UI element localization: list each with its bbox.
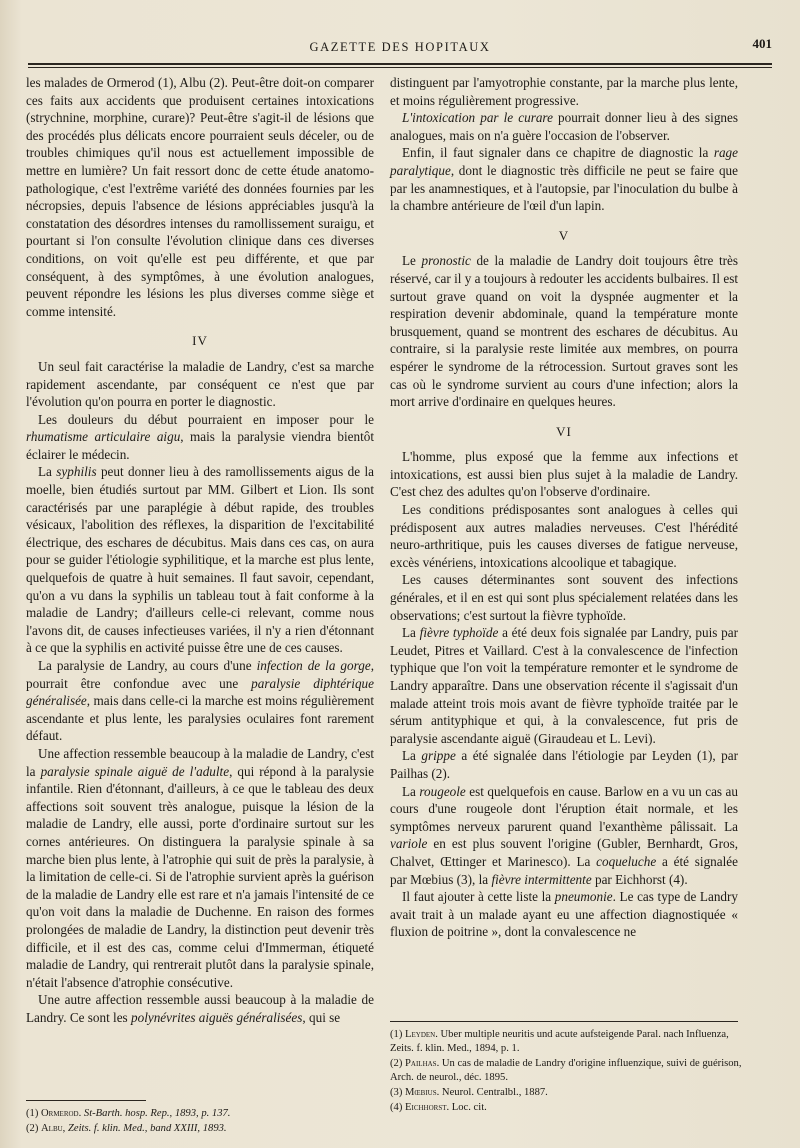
italic-term: L'intoxication par le curare xyxy=(402,110,553,126)
right-footnotes xyxy=(390,1013,750,1116)
footnote-rule xyxy=(26,1100,146,1101)
italic-term: pronostic xyxy=(421,253,471,269)
section-heading-vi: VI xyxy=(556,423,572,439)
section-heading-v: V xyxy=(558,227,570,243)
italic-term: coqueluche xyxy=(596,853,657,869)
paragraph: L'homme, plus exposé que la femme aux infections et intoxications, est aussi bien plus sujet à la maladie de Landry. C'est chez des adultes qu'on l'observe d'ordinaire. xyxy=(390,449,738,500)
italic-term: paralysie spinale aiguë de l'adulte xyxy=(40,763,230,779)
footnote-rule xyxy=(390,1021,738,1022)
italic-term: rage paralytique xyxy=(390,145,738,178)
italic-term: rougeole xyxy=(419,783,466,799)
paragraph: Une autre affection ressemble aussi beaucoup à la maladie de Landry. Ce sont les polynévrites aiguës généralisées, qui se xyxy=(26,992,374,1025)
footnote: (2) Pailhas. Un cas de maladie de Landry d'origine influenzique, suivi de guérison, Arch. de neurol., déc. 1895. xyxy=(390,1058,742,1083)
italic-term: syphilis xyxy=(56,464,97,480)
paragraph: Le pronostic de la maladie de Landry doit toujours être très réservé, car il y a toujours à redouter les accidents bulbaires. Il est surtout grave quand on voit la dyspnée augmenter et la respiration devenir abdominale, quand la température monte brusquement, quand se montrent des eschares de décubitus. Au contraire, si la paralysie reste limitée aux membres, on pourra espérer le syndrome de la rétrocession. Surtout graves sont les cas où le syndrome survient au cours d'une infection; alors la mort arrive d'ordinaire en quelques heures. xyxy=(390,253,738,410)
journal-title: GAZETTE DES HOPITAUX xyxy=(309,40,491,54)
footnote: (4) Eichhorst. Loc. cit. xyxy=(390,1102,487,1113)
paragraph: Une affection ressemble beaucoup à la maladie de Landry, c'est la paralysie spinale aiguë de l'adulte, qui répond à la paralysie infantile. Rien d'étonnant, d'ailleurs, à ce que le tableau des deux affections soit souvent très analogue, puisque la lésion de la maladie de Landry, elle aussi, porte d'ordinaire surtout sur les cornes antérieures. On distinguera la paralysie spinale à sa marche bien plus lente, à l'atrophie qui suit de près la paralysie, à la limitation de celle-ci. Si de l'atrophie survient après la guérison de la maladie de Landry elle est rare et n'a jamais l'intensité de ce qu'on voit dans la maladie de Duchenne. En raison des formes prolongées de maladie de Landry, la distinction peut devenir très difficile, et il est des cas, comme celui d'Immerman, étiqueté maladie de Landry, qui rentrerait plutôt dans la paralysie spinale, n'était l'absence d'atrophie consécutive. xyxy=(26,745,374,990)
paragraph: La rougeole est quelquefois en cause. Barlow en a vu un cas au cours d'une rougeole dont l'éruption était normale, et les symptômes nerveux parurent quand l'exanthème pâlissait. La variole en est plus souvent l'origine (Gubler, Bernhardt, Gros, Chalvet, Œttinger et Marinesco). La coqueluche a été signalée par Mœbius (3), la fièvre intermittente par Eichhorst (4). xyxy=(390,783,738,887)
italic-term: rhumatisme articulaire aigu xyxy=(26,429,181,445)
italic-term: pneumonie xyxy=(554,889,613,905)
italic-term: variole xyxy=(390,836,428,852)
italic-term: paralysie diphtérique généralisée xyxy=(26,675,374,709)
italic-term: infection de la gorge xyxy=(256,658,371,673)
footnote: (3) Mœbius. Neurol. Centralbl., 1887. xyxy=(390,1087,548,1098)
paragraph: les malades de Ormerod (1), Albu (2). Peut-être doit-on comparer ces faits aux accidents que produisent certaines intoxications (strychnine, morphine, curare)? Peut-être s'agit-il de lésions que des procédés plus délicats encore pourraient seuls déceler, ou de troubles chimiques qu'il nous est actuellement impossible de mettre en lumière? Un fait ressort donc de cette étude anatomo-pathologique, c'est l'extrême variété des données fournies par les nécropsies, depuis l'absence de lésions appréciables jusqu'à la constatation des désordres intenses du ramollissement suraigu, et pourtant si l'on consulte l'évolution clinique dans ces diverses conditions, on voit qu'elle est peu différente, et que par conséquent, à des symptômes, à une évolution analogues, peuvent répondre les lésions les plus diverses comme siège et comme intensité. xyxy=(26,75,374,319)
paragraph: Les conditions prédisposantes sont analogues à celles qui prédisposent aux autres maladies nerveuses. C'est l'hérédité neuro-arthritique, puis les causes diverses de fatigue nerveuse, excès vénériens, intoxications alcoolique et tabagique. xyxy=(390,502,738,570)
section-heading-iv: IV xyxy=(192,333,208,349)
paragraph: La fièvre typhoïde a été deux fois signalée par Landry, puis par Leudet, Pitres et Vaillard. C'est à la convalescence de l'infection typhique que l'on voit la température remonter et le syndrome de Landry apparaître. Dans une observation récente il s'agissait d'un malade atteint trois mois avant de fièvre typhoïde traitée par le sérum antityphique et qui, à la convalescence, fut pris de paralysie ascendante aiguë (Giraudeau et L. Levi). xyxy=(390,625,738,746)
left-footnotes xyxy=(26,1092,374,1137)
paragraph: Les douleurs du début pourraient en imposer pour le rhumatisme articulaire aigu, mais la paralysie viendra bientôt éclairer le médecin. xyxy=(26,411,374,462)
paragraph: La paralysie de Landry, au cours d'une infection de la gorge, pourrait être confondue avec une paralysie diphtérique généralisée, mais dans celle-ci la marche est moins régulièrement ascendante et plus lente, les paralysies oculaires font rarement défaut. xyxy=(26,658,375,744)
left-column xyxy=(26,74,374,1026)
paragraph: Un seul fait caractérise la maladie de Landry, c'est sa marche rapidement ascendante, par conséquent ce n'est que par l'évolution qu'on pourra en porter le diagnostic. xyxy=(26,358,374,410)
footnote: (1) Ormerod. St-Barth. hosp. Rep., 1893, p. 137. xyxy=(26,1108,231,1119)
paragraph: Il faut ajouter à cette liste la pneumonie. Le cas type de Landry avait trait à un malade ayant eu une affection diagnostiquée « fluxion de poitrine », dont la convalescence ne xyxy=(390,889,739,940)
page-header xyxy=(28,34,772,58)
italic-term: grippe xyxy=(421,748,456,764)
right-column xyxy=(390,74,738,941)
footnote: (2) Albu, Zeits. f. klin. Med., band XXIII, 1893. xyxy=(26,1123,227,1134)
italic-term: fièvre typhoïde xyxy=(419,625,499,641)
footnote: (1) Leyden. Uber multiple neuritis und acute aufsteigende Paral. nach Influenza, Zeits. f. klin. Med., 1894, p. 1. xyxy=(390,1029,729,1054)
italic-term: polynévrites aiguës généralisées xyxy=(131,1009,303,1025)
page-number: 401 xyxy=(752,36,772,51)
paragraph: La syphilis peut donner lieu à des ramollissements aigus de la moelle, bien étudiés surtout par MM. Gilbert et Lion. Ils sont caractérisés par une paraplégie à début rapide, des troubles vésicaux, l'abolition des réflexes, la disparition de l'excitabilité électrique, des eschares de décubitus. Mais dans ces cas, on aura pour se guider l'étiologie syphilitique, et la marche est plus lente, quelquefois de quatre à huit semaines. Il faut savoir, cependant, qu'on a vu dans la syphilis un tableau tout à fait conforme à la maladie de Landry; d'ailleurs celle-ci relevant, comme nous l'avons dit, de causes infectieuses variées, il n'y a rien d'étonnant à ce que la syphilis en activité puisse être une de ces causes. xyxy=(26,464,374,656)
paragraph: Les causes déterminantes sont souvent des infections générales, et il en est qui sont plus spécialement relatées dans les observations; c'est surtout la fièvre typhoïde. xyxy=(390,572,738,623)
paragraph: Enfin, il faut signaler dans ce chapitre de diagnostic la rage paralytique, dont le diagnostic très difficile ne peut se faire que par les anamnestiques, et à l'autopsie, par l'inoculation du bulbe à la chambre antérieure de l'œil d'un lapin. xyxy=(390,145,738,214)
paragraph: L'intoxication par le curare pourrait donner lieu à des signes analogues, mais on n'a guère l'occasion de l'observer. xyxy=(390,110,738,143)
paragraph: La grippe a été signalée dans l'étiologie par Leyden (1), par Pailhas (2). xyxy=(390,748,738,781)
header-rule-thin xyxy=(28,67,772,68)
paragraph: distinguent par l'amyotrophie constante, par la marche plus lente, et moins régulièrement progressive. xyxy=(390,75,738,108)
italic-term: fièvre intermittente xyxy=(491,871,592,887)
header-rule xyxy=(28,63,772,65)
